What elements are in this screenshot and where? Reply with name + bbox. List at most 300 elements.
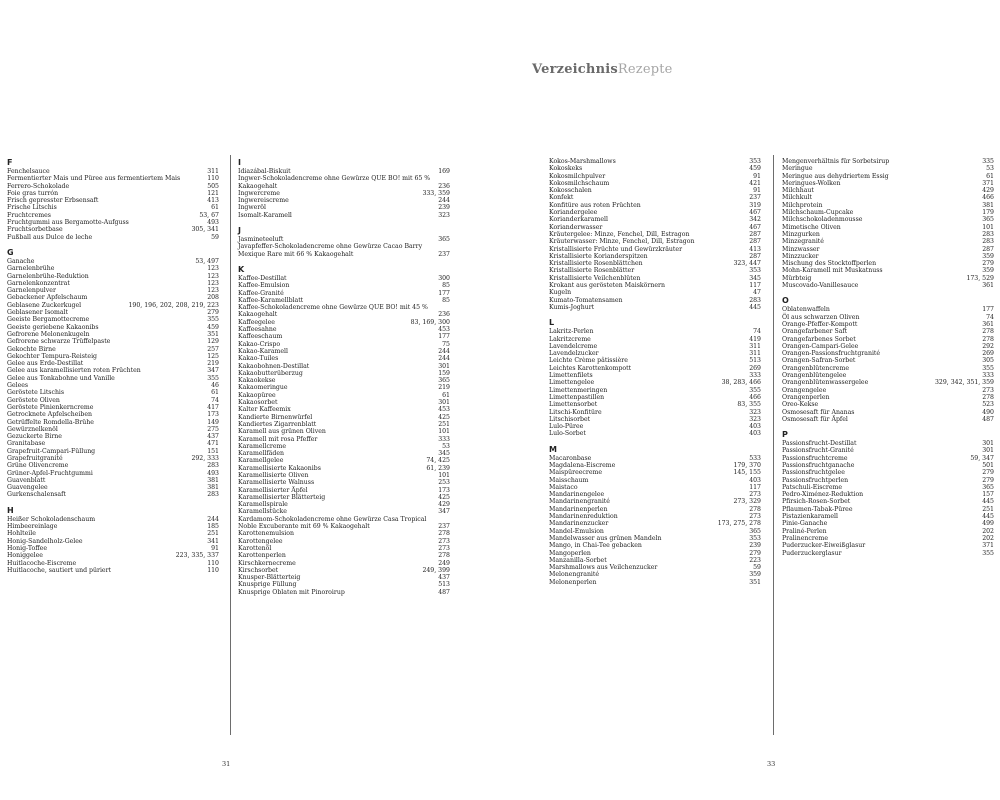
page-references: 445 xyxy=(749,303,761,311)
recipe-name: Maistaco xyxy=(549,483,578,491)
page-references: 244 xyxy=(438,197,450,205)
index-entry xyxy=(549,542,761,549)
index-entry xyxy=(7,331,219,338)
index-entry xyxy=(782,498,994,505)
index-entry xyxy=(238,370,450,377)
index-entry xyxy=(238,552,450,559)
index-entry xyxy=(238,421,450,428)
index-entry xyxy=(238,465,450,472)
recipe-name: Milchprotein xyxy=(782,201,823,209)
page-references: 323 xyxy=(749,415,761,423)
index-entry-list xyxy=(549,328,761,437)
index-entry xyxy=(782,506,994,513)
index-entry xyxy=(238,392,450,399)
index-entry xyxy=(782,231,994,238)
page-references: 355 xyxy=(749,386,761,394)
index-entry xyxy=(7,346,219,353)
page-references: 403 xyxy=(749,476,761,484)
recipe-name: Lulo-Sorbet xyxy=(549,430,586,438)
index-entry-list xyxy=(782,306,994,423)
index-entry xyxy=(549,498,761,505)
recipe-name: Karamellfäden xyxy=(238,450,285,458)
index-entry xyxy=(549,173,761,180)
page-references: 202 xyxy=(982,534,994,542)
recipe-name: Himbeereinlage xyxy=(7,523,58,531)
recipe-name: Kirschsorbet xyxy=(238,566,279,574)
page-references: 177 xyxy=(982,306,994,314)
page-references: 278 xyxy=(982,335,994,343)
page-references: 403 xyxy=(749,423,761,431)
index-section xyxy=(7,248,219,499)
recipe-name: Karamellisierte Kakaonibs xyxy=(238,464,321,472)
page-references: 273 xyxy=(438,537,450,545)
recipe-name: Kakao-Crispo xyxy=(238,340,281,348)
recipe-name: Marshmallows aus Veilchenzucker xyxy=(549,564,658,572)
page-references: 505 xyxy=(207,182,219,190)
index-entry xyxy=(238,304,450,319)
index-entry xyxy=(549,365,761,372)
index-entry xyxy=(549,275,761,282)
index-entry xyxy=(782,535,994,542)
page-references: 129 xyxy=(207,338,219,346)
section-letter: O xyxy=(782,296,789,306)
index-entry xyxy=(7,404,219,411)
page-references: 355 xyxy=(982,549,994,557)
index-entry xyxy=(549,343,761,350)
index-entry xyxy=(7,258,219,265)
page-references: 278 xyxy=(438,530,450,538)
section-letter: J xyxy=(238,226,241,236)
page-references: 371 xyxy=(982,179,994,187)
recipe-name: Orangen-Passionsfruchtgranité xyxy=(782,350,881,358)
index-entry xyxy=(549,409,761,416)
index-entry xyxy=(238,275,450,282)
index-entry xyxy=(7,204,219,211)
page-references: 371 xyxy=(982,542,994,550)
recipe-name: Kandiertes Zigarrenblatt xyxy=(238,420,317,428)
recipe-name: Orangen-Safran-Sorbet xyxy=(782,357,856,365)
page-references: 279 xyxy=(982,476,994,484)
recipe-name: Karamellgelee xyxy=(238,457,284,465)
index-entry xyxy=(7,538,219,545)
index-entry-list xyxy=(238,275,450,596)
recipe-name: Knusprige Oblaten mit Pinoroirup xyxy=(238,588,345,596)
index-entry xyxy=(549,394,761,401)
recipe-name: Gezuckerte Birne xyxy=(7,433,62,441)
index-entry xyxy=(549,469,761,476)
index-entry xyxy=(549,304,761,311)
index-entry xyxy=(238,175,450,190)
page-references: 278 xyxy=(982,328,994,336)
recipe-name: Gewürznelkenöl xyxy=(7,425,58,433)
page-references: 110 xyxy=(207,175,219,183)
page-number-right: 33 xyxy=(767,760,776,768)
recipe-name: Öl aus schwarzen Oliven xyxy=(782,313,860,321)
page-references: 244 xyxy=(207,515,219,523)
recipe-name: Fermentierter Mais und Püree aus fermentiertem Mais xyxy=(7,175,181,183)
recipe-name: Minzegranité xyxy=(782,238,824,246)
recipe-name: Limettenpastillen xyxy=(549,393,605,401)
recipe-name: Meringue aus dehydriertem Essig xyxy=(782,172,889,180)
page-references: 251 xyxy=(207,530,219,538)
recipe-name: Orangen-Campari-Gelee xyxy=(782,342,859,350)
recipe-name: Getrocknete Apfelscheiben xyxy=(7,411,92,419)
index-entry xyxy=(7,367,219,374)
page-references: 273 xyxy=(749,491,761,499)
index-entry-list xyxy=(7,258,219,499)
header-title xyxy=(532,62,673,77)
page-references: 273 xyxy=(749,513,761,521)
index-entry xyxy=(238,319,450,326)
recipe-name: Isomalt-Karamell xyxy=(238,211,292,219)
page-references: 173 xyxy=(207,411,219,419)
page-references: 403 xyxy=(749,430,761,438)
recipe-name: Gekochter Tempura-Reisteig xyxy=(7,352,98,360)
recipe-name: Gelee aus Erde-Destillat xyxy=(7,360,84,368)
page-references: 300 xyxy=(438,274,450,282)
page-references: 61 xyxy=(211,204,219,212)
index-entry xyxy=(549,216,761,223)
page-references: 159 xyxy=(438,369,450,377)
page-references: 365 xyxy=(982,483,994,491)
page-references: 335 xyxy=(982,158,994,165)
recipe-name: Passionsfrucht-Granité xyxy=(782,447,854,455)
page-references: 499 xyxy=(982,520,994,528)
page-references: 279 xyxy=(982,469,994,477)
index-entry xyxy=(238,487,450,494)
recipe-name: Maisschaum xyxy=(549,476,589,484)
page-references: 244 xyxy=(438,355,450,363)
recipe-name: Geröstete Pinienkerncreme xyxy=(7,403,94,411)
page-references: 493 xyxy=(207,219,219,227)
page-references: 487 xyxy=(438,588,450,596)
recipe-name: Kumis-Joghurt xyxy=(549,303,595,311)
recipe-name: Passionsfrucht-Destillat xyxy=(782,440,857,448)
page-references: 353 xyxy=(749,267,761,275)
page-references: 279 xyxy=(749,549,761,557)
recipe-name: Passionsfruchtcreme xyxy=(782,454,848,462)
page-references: 85 xyxy=(442,282,450,290)
recipe-name: Mengenverhältnis für Sorbetsirup xyxy=(782,158,890,165)
page-references: 123 xyxy=(207,272,219,280)
index-entry xyxy=(7,219,219,226)
index-entry xyxy=(238,377,450,384)
page-references: 459 xyxy=(207,323,219,331)
section-letter: I xyxy=(238,158,241,167)
page-references: 123 xyxy=(207,287,219,295)
index-entry xyxy=(549,253,761,260)
page-references: 273 xyxy=(438,544,450,552)
index-entry xyxy=(7,477,219,484)
page-references: 61, 239 xyxy=(426,464,450,472)
recipe-name: Kristallisierte Rosenblättchen xyxy=(549,260,643,268)
index-entry xyxy=(782,180,994,187)
index-entry xyxy=(238,384,450,391)
recipe-name: Foie gras turrón xyxy=(7,189,59,197)
index-entry xyxy=(238,436,450,443)
page-references: 269 xyxy=(749,364,761,372)
recipe-name: Orange-Pfeffer-Kompott xyxy=(782,320,858,328)
recipe-name: Pflaumen-Tabak-Püree xyxy=(782,505,853,513)
index-entry xyxy=(238,574,450,581)
page-references: 117 xyxy=(749,483,761,491)
recipe-name: Kumato-Tomatensamen xyxy=(549,296,623,304)
index-entry xyxy=(7,419,219,426)
page-references: 101 xyxy=(982,223,994,231)
index-entry xyxy=(7,280,219,287)
recipe-name: Honig-Toffee xyxy=(7,544,48,552)
index-entry xyxy=(238,479,450,486)
index-entry xyxy=(782,357,994,364)
recipe-name: Litschisorbet xyxy=(549,415,591,423)
recipe-name: Konfekt xyxy=(549,194,574,202)
page-references: 287 xyxy=(749,238,761,246)
index-entry xyxy=(238,282,450,289)
index-section xyxy=(782,296,994,423)
page-references: 351 xyxy=(749,578,761,586)
index-entry xyxy=(238,297,450,304)
page-references: 283 xyxy=(207,462,219,470)
index-section xyxy=(238,265,450,596)
page-references: 466 xyxy=(749,393,761,401)
page-references: 365 xyxy=(438,236,450,244)
page-references: 437 xyxy=(207,433,219,441)
page-references: 179 xyxy=(982,209,994,217)
page-references: 493 xyxy=(207,469,219,477)
recipe-name: Grüne Olivencreme xyxy=(7,462,69,470)
index-entry xyxy=(549,423,761,430)
index-entry xyxy=(7,462,219,469)
recipe-name: Orangenperlen xyxy=(782,393,830,401)
index-entry xyxy=(7,338,219,345)
index-entry xyxy=(549,350,761,357)
index-entry xyxy=(238,560,450,567)
recipe-name: Karamellisierte Oliven xyxy=(238,471,309,479)
page-references: 53 xyxy=(442,442,450,450)
recipe-name: Kakaosorbet xyxy=(238,399,278,407)
page-number-left: 31 xyxy=(222,760,231,768)
index-entry xyxy=(549,282,761,289)
page-references: 251 xyxy=(438,420,450,428)
index-entry xyxy=(238,355,450,362)
recipe-name: Kokos-Marshmallows xyxy=(549,158,616,165)
page-references: 413 xyxy=(207,197,219,205)
page-references: 311 xyxy=(749,350,761,358)
page-references: 273 xyxy=(982,386,994,394)
index-entry xyxy=(7,545,219,552)
index-entry xyxy=(7,168,219,175)
index-entry-list xyxy=(7,516,219,574)
index-entry xyxy=(238,290,450,297)
index-entry xyxy=(7,375,219,382)
recipe-name: Karamell aus grünen Oliven xyxy=(238,428,326,436)
index-section xyxy=(549,445,761,586)
page-references: 365 xyxy=(749,527,761,535)
page-references: 361 xyxy=(982,282,994,290)
index-entry xyxy=(549,557,761,564)
page-references: 283 xyxy=(982,230,994,238)
recipe-name: Leichtes Karottenkompott xyxy=(549,364,632,372)
page-references: 292 xyxy=(982,342,994,350)
index-entry xyxy=(238,508,450,515)
index-entry xyxy=(549,430,761,437)
index-entry xyxy=(549,571,761,578)
recipe-name: Gelee aus Tonkabohne und Vanille xyxy=(7,374,115,382)
recipe-name: Ingwercreme xyxy=(238,189,280,197)
page-references: 278 xyxy=(438,552,450,560)
page-references: 329, 342, 351, 359 xyxy=(934,379,994,387)
recipe-name: Litschi-Konfitüre xyxy=(549,408,602,416)
recipe-name: Karamellisierte Walnuss xyxy=(238,479,315,487)
recipe-name: Minzwasser xyxy=(782,245,820,253)
page-references: 487 xyxy=(982,415,994,423)
recipe-name: Kristallisierte Rosenblätter xyxy=(549,267,635,275)
page-references: 279 xyxy=(982,260,994,268)
recipe-name: Jasmineteeluft xyxy=(238,236,284,244)
recipe-name: Limettenfilets xyxy=(549,372,593,380)
recipe-name: Koriandergelee xyxy=(549,209,598,217)
page-references: 185 xyxy=(207,523,219,531)
index-entry xyxy=(782,409,994,416)
recipe-name: Kalter Kaffeemix xyxy=(238,406,291,414)
recipe-name: Gelees xyxy=(7,382,29,390)
index-entry xyxy=(549,462,761,469)
index-entry xyxy=(549,267,761,274)
header-title-main: Verzeichnis xyxy=(532,62,618,77)
recipe-name: Oreo-Kekse xyxy=(782,401,819,409)
page-references: 208 xyxy=(207,294,219,302)
index-entry xyxy=(549,357,761,364)
index-entry xyxy=(782,194,994,201)
index-column-2 xyxy=(238,158,450,596)
recipe-name: Muscovado-Vanillesauce xyxy=(782,282,859,290)
page-references: 47 xyxy=(753,289,761,297)
page-references: 425 xyxy=(438,493,450,501)
index-entry xyxy=(782,253,994,260)
recipe-name: Lakritzcreme xyxy=(549,335,591,343)
page-references: 301 xyxy=(982,447,994,455)
recipe-name: Fruchtgummi aus Bergamotte-Aufguss xyxy=(7,219,129,227)
index-entry xyxy=(549,379,761,386)
page-references: 283 xyxy=(749,296,761,304)
index-entry xyxy=(238,243,450,258)
index-entry xyxy=(238,348,450,355)
index-entry xyxy=(549,289,761,296)
page-references: 173 xyxy=(438,486,450,494)
page-references: 429 xyxy=(438,501,450,509)
recipe-name: Frisch gepresster Erbsensaft xyxy=(7,197,99,205)
recipe-name: Kakaopüree xyxy=(238,391,276,399)
recipe-name: Honig-Sandelholz-Gelee xyxy=(7,537,83,545)
page-references: 359 xyxy=(749,571,761,579)
index-entry xyxy=(782,520,994,527)
index-entry xyxy=(549,401,761,408)
recipe-name: Karamellstücke xyxy=(238,508,287,516)
page-references: 110 xyxy=(207,566,219,574)
recipe-name: Mandarinenperlen xyxy=(549,505,608,513)
index-entry xyxy=(238,414,450,421)
page-references: 445 xyxy=(982,513,994,521)
recipe-name: Pinie-Ganache xyxy=(782,520,828,528)
recipe-name: Karamell mit rosa Pfeffer xyxy=(238,435,318,443)
page-references: 459 xyxy=(749,165,761,173)
page-references: 275 xyxy=(207,425,219,433)
recipe-name: Geröstete Oliven xyxy=(7,396,60,404)
recipe-name: Gefrorene schwarze Trüffelpaste xyxy=(7,338,111,346)
index-entry xyxy=(549,231,761,238)
recipe-name: Lulo-Püree xyxy=(549,423,584,431)
index-entry xyxy=(549,506,761,513)
page-references: 429 xyxy=(982,187,994,195)
index-entry xyxy=(7,552,219,559)
column-divider-right xyxy=(773,155,774,735)
recipe-name: Krokant aus gerösteten Maiskörnern xyxy=(549,282,665,290)
recipe-name: Garnelenbrühe-Reduktion xyxy=(7,272,89,280)
page-references: 333 xyxy=(749,372,761,380)
index-entry xyxy=(238,190,450,197)
page-references: 301 xyxy=(982,440,994,448)
page-references: 239 xyxy=(749,542,761,550)
index-entry xyxy=(7,516,219,523)
index-entry-list xyxy=(238,168,450,219)
page-references: 305 xyxy=(982,357,994,365)
index-entry xyxy=(7,523,219,530)
page-references: 347 xyxy=(438,508,450,516)
page-references: 83, 355 xyxy=(737,401,761,409)
page-references: 353 xyxy=(749,158,761,165)
recipe-name: Ingweröl xyxy=(238,204,267,212)
index-entry xyxy=(549,209,761,216)
index-entry xyxy=(782,462,994,469)
recipe-name: Idiazábal-Biskuit xyxy=(238,168,291,175)
recipe-name: Garnelenbrühe xyxy=(7,265,55,273)
recipe-name: Fußball aus Dulce de leche xyxy=(7,233,93,241)
index-entry xyxy=(782,202,994,209)
index-entry-list xyxy=(7,168,219,241)
page-references: 237 xyxy=(438,523,450,531)
index-entry xyxy=(238,333,450,340)
index-entry xyxy=(782,372,994,379)
index-entry xyxy=(782,275,994,282)
recipe-name: Ingwer-Schokoladencreme ohne Gewürze QUE BO! mit 65 % Kakaogehalt xyxy=(238,175,431,190)
recipe-name: Pistazienkaramell xyxy=(782,513,838,521)
recipe-name: Korianderwasser xyxy=(549,223,603,231)
index-entry xyxy=(782,282,994,289)
recipe-name: Mandelwasser aus grünen Mandeln xyxy=(549,534,662,542)
recipe-name: Honiggelee xyxy=(7,552,43,560)
index-section xyxy=(7,158,219,241)
index-entry xyxy=(549,297,761,304)
recipe-name: Manzanilla-Sorbet xyxy=(549,556,607,564)
recipe-name: Melonengranité xyxy=(549,571,600,579)
page-references: 421 xyxy=(749,179,761,187)
page-references: 453 xyxy=(438,326,450,334)
index-section xyxy=(549,318,761,437)
index-entry xyxy=(7,212,219,219)
index-entry xyxy=(7,265,219,272)
page-references: 283 xyxy=(207,491,219,499)
index-entry xyxy=(782,246,994,253)
section-letter: G xyxy=(7,247,14,257)
index-entry xyxy=(782,484,994,491)
index-entry xyxy=(782,216,994,223)
index-entry xyxy=(549,224,761,231)
page-references: 287 xyxy=(982,245,994,253)
index-entry xyxy=(549,484,761,491)
page-references: 345 xyxy=(749,274,761,282)
recipe-name: Puderzuckerglasur xyxy=(782,549,842,557)
recipe-name: Melonenperlen xyxy=(549,578,597,586)
